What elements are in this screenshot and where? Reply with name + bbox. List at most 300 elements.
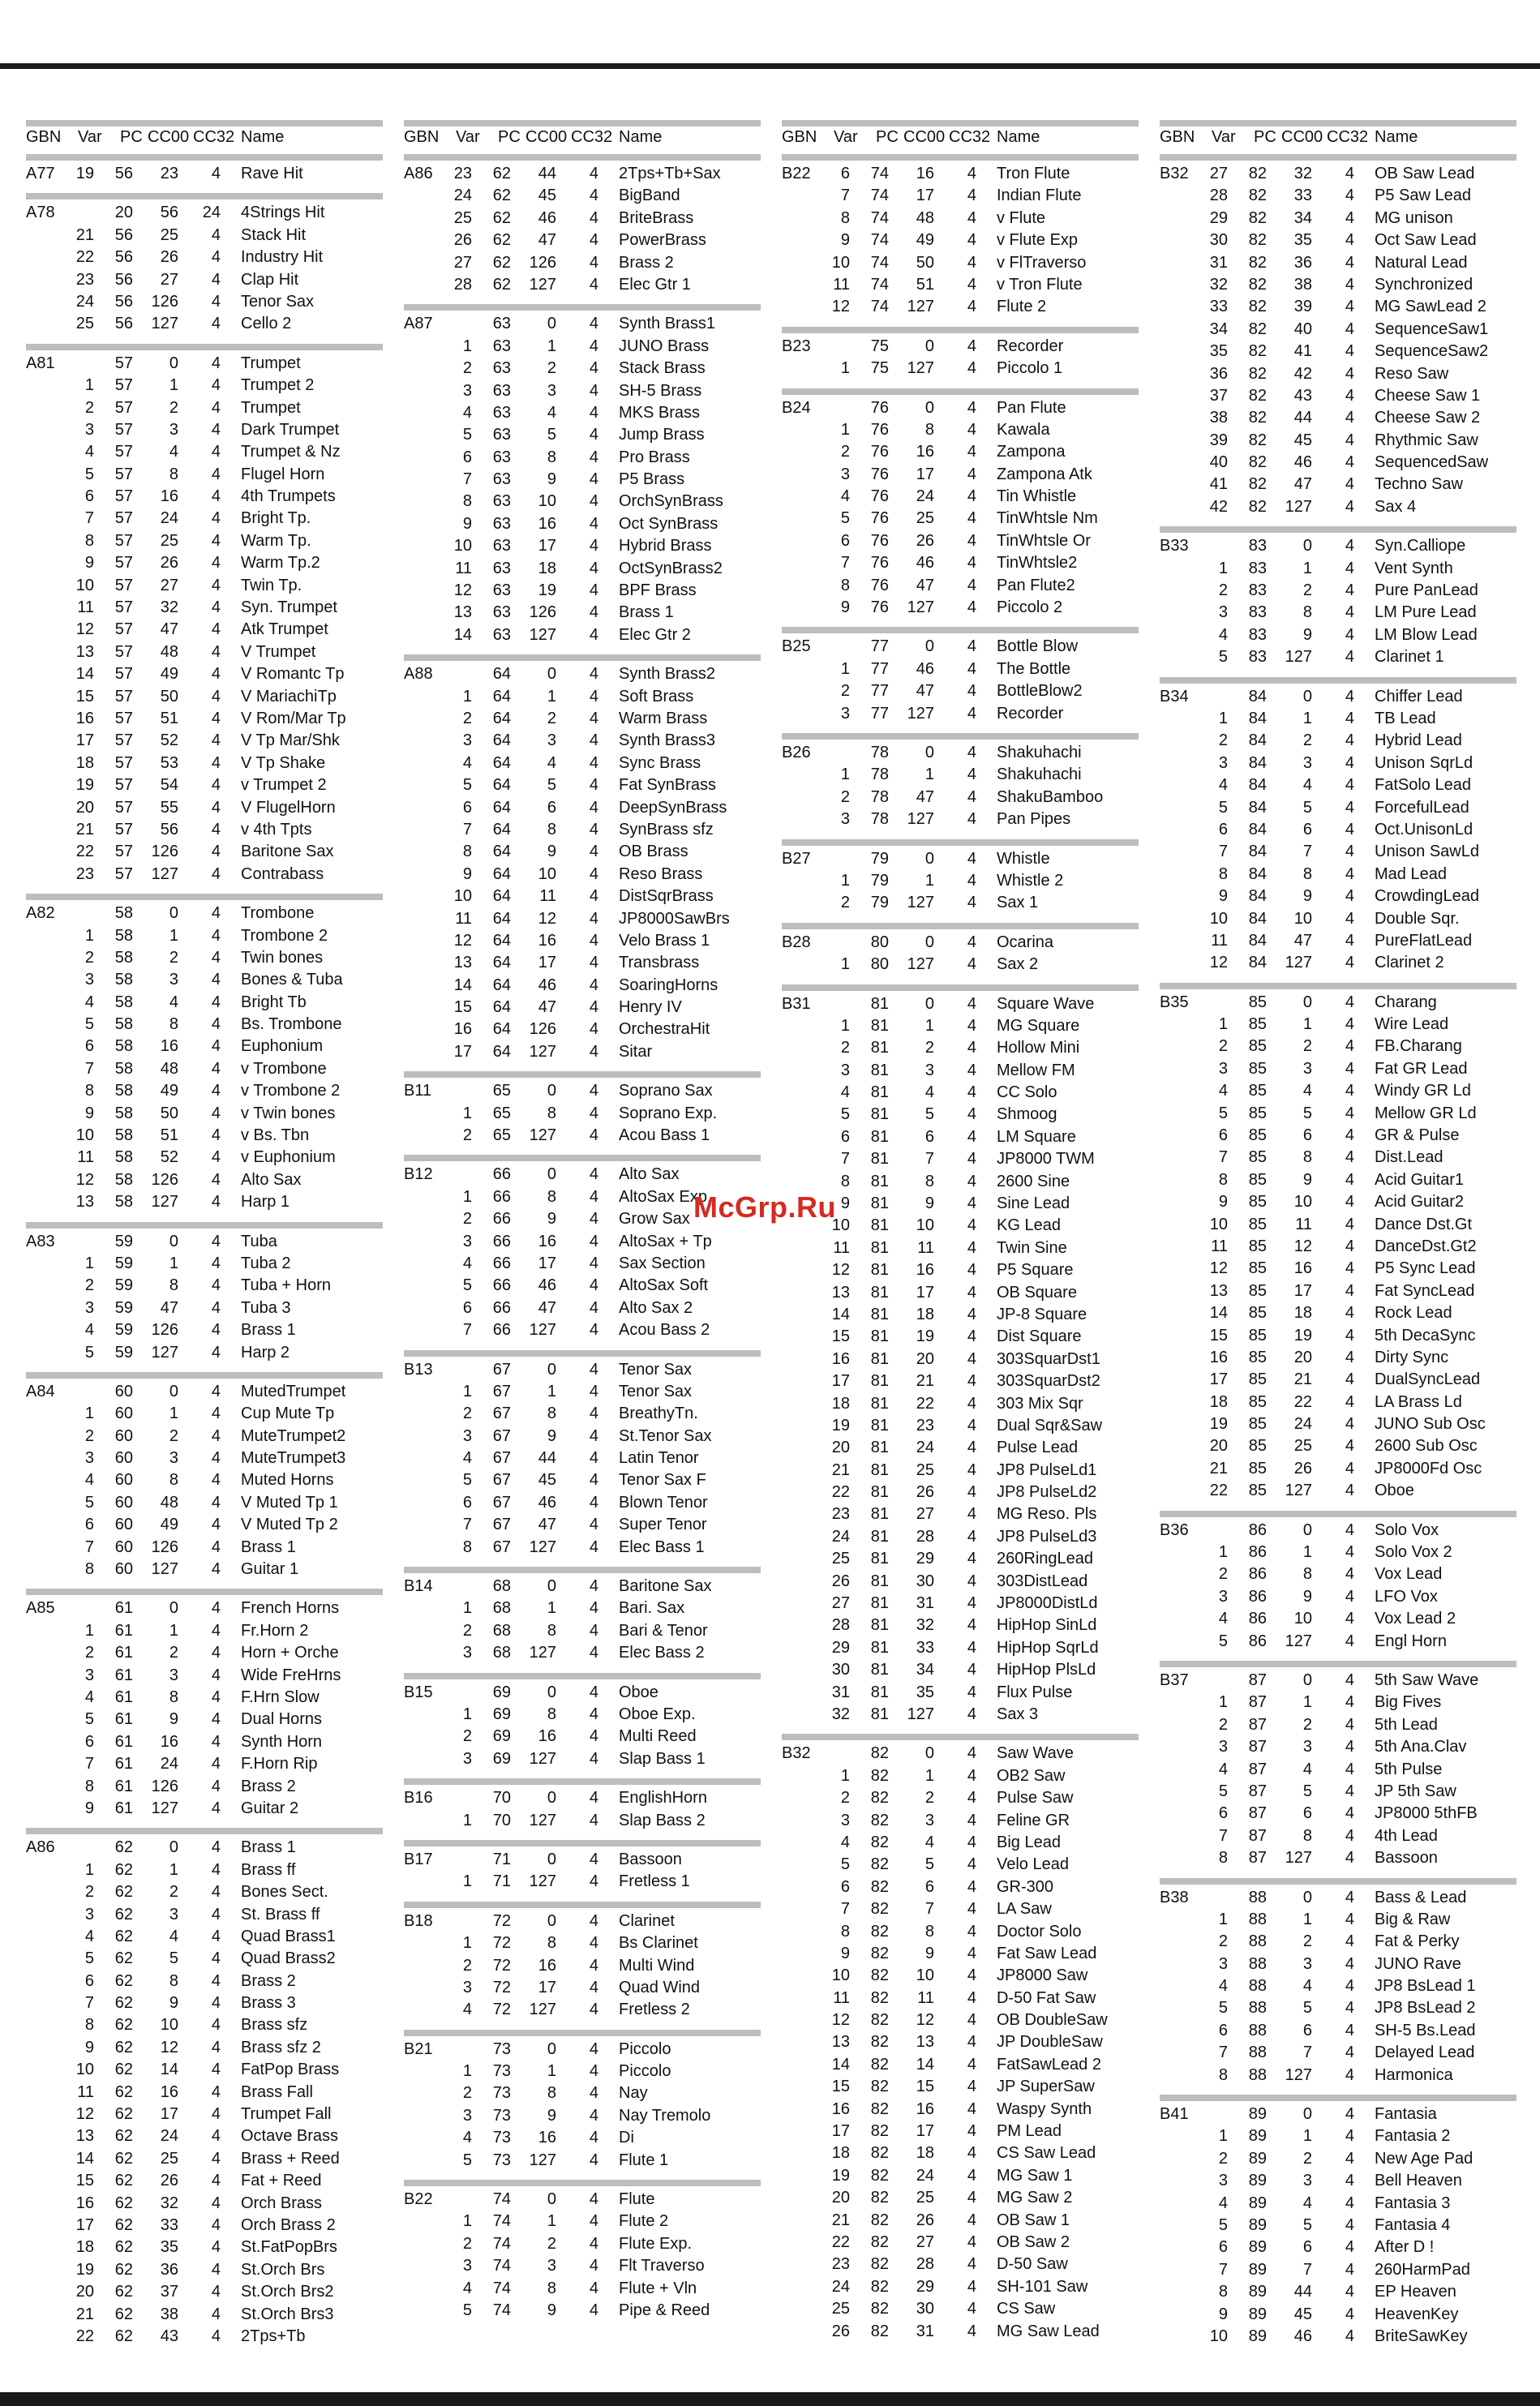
gbn-cell: B17: [404, 1850, 433, 1868]
name-cell: P5 Saw Lead: [1375, 187, 1471, 205]
table-row: [404, 1911, 761, 1932]
bank-group: [26, 1222, 383, 1364]
var-cell: 6: [1218, 820, 1228, 838]
cc32-cell: 4: [589, 2129, 598, 2147]
cc32-cell: 4: [211, 465, 221, 483]
pc-cell: 76: [870, 598, 889, 617]
bank-group: [782, 327, 1139, 380]
cc00-cell: 5: [924, 1855, 934, 1874]
var-cell: 2: [462, 1210, 472, 1229]
name-cell: Bs. Trombone: [241, 1015, 342, 1034]
pc-cell: 62: [114, 1860, 133, 1879]
name-cell: GR & Pulse: [1375, 1126, 1460, 1145]
var-cell: 4: [84, 1927, 94, 1945]
cc32-cell: 4: [1345, 1715, 1354, 1734]
pc-cell: 84: [1248, 887, 1267, 906]
table-row: [404, 1642, 761, 1664]
cc00-cell: 0: [924, 994, 934, 1013]
var-cell: 3: [1218, 1954, 1228, 1973]
cc00-cell: 0: [547, 1165, 556, 1184]
cc00-cell: 15: [916, 2078, 934, 2096]
cc32-cell: 4: [967, 1527, 976, 1546]
bank-group: [404, 1567, 761, 1665]
table-row: [26, 552, 383, 574]
cc32-cell: 4: [211, 2194, 221, 2212]
pc-cell: 78: [870, 787, 889, 806]
cc32-cell: 4: [589, 931, 598, 950]
name-cell: Recorder: [997, 337, 1064, 355]
cc00-cell: 0: [547, 1789, 556, 1808]
pc-cell: 72: [492, 2001, 511, 2019]
var-cell: 4: [462, 1449, 472, 1468]
cc00-cell: 0: [1302, 1888, 1312, 1906]
name-cell: Warm Tp.: [241, 531, 311, 550]
cc00-cell: 0: [169, 354, 178, 372]
cc32-cell: 4: [589, 709, 598, 727]
pc-cell: 64: [492, 887, 511, 906]
cc00-cell: 4: [1302, 776, 1312, 795]
var-cell: 7: [840, 1900, 850, 1919]
name-cell: Waspy Synth: [997, 2099, 1092, 2118]
bank-group: [1160, 526, 1516, 668]
name-cell: JP 5th Saw: [1375, 1782, 1456, 1800]
cc00-cell: 126: [151, 843, 178, 861]
cc32-cell: 4: [589, 1471, 598, 1490]
bank-group: [404, 1778, 761, 1832]
cc00-cell: 127: [151, 315, 178, 333]
table-row: [26, 1036, 383, 1057]
cc00-cell: 1: [547, 2212, 556, 2231]
name-cell: Pan Flute2: [997, 576, 1075, 594]
table-row: [404, 2278, 761, 2300]
name-cell: JP8 PulseLd2: [997, 1483, 1097, 1502]
table-row: [26, 1381, 383, 1403]
pc-cell: 64: [492, 954, 511, 972]
pc-cell: 84: [1248, 843, 1267, 861]
pc-cell: 62: [114, 2149, 133, 2168]
table-row: [782, 1526, 1139, 1548]
pc-cell: 69: [492, 1683, 511, 1701]
pc-cell: 57: [114, 709, 133, 727]
name-cell: 2600 Sine: [997, 1172, 1070, 1190]
table-row: [26, 2125, 383, 2147]
cc32-cell: 4: [211, 1838, 221, 1857]
cc32-cell: 4: [1345, 1804, 1354, 1823]
cc00-cell: 11: [539, 887, 556, 906]
cc32-cell: 4: [1345, 298, 1354, 316]
var-cell: 1: [462, 1599, 472, 1618]
pc-cell: 82: [1248, 231, 1267, 250]
table-row: [404, 535, 761, 557]
name-cell: JP8000SawBrs: [619, 909, 730, 928]
gbn-cell: B32: [782, 1744, 811, 1763]
pc-cell: 62: [114, 1905, 133, 1924]
name-cell: MuteTrumpet3: [241, 1449, 346, 1468]
cc32-cell: 4: [967, 420, 976, 439]
name-cell: BreathyTn.: [619, 1405, 698, 1423]
table-row: [1160, 864, 1516, 886]
pc-cell: 85: [1248, 1193, 1267, 1212]
var-cell: 17: [831, 2122, 850, 2141]
header-cc00: CC00: [148, 128, 190, 146]
table-row: [1160, 274, 1516, 296]
name-cell: Unison SqrLd: [1375, 753, 1474, 772]
gbn-cell: B23: [782, 337, 811, 355]
cc32-cell: 4: [1345, 687, 1354, 706]
name-cell: Fretless 2: [619, 2001, 690, 2019]
name-cell: Atk Trumpet: [241, 620, 328, 639]
name-cell: Grow Sax: [619, 1210, 690, 1229]
name-cell: Dance Dst.Gt: [1375, 1215, 1473, 1233]
name-cell: Shmoog: [997, 1105, 1057, 1124]
bank-group: [26, 1372, 383, 1581]
cc00-cell: 10: [1293, 1193, 1312, 1212]
pc-cell: 81: [870, 1683, 889, 1701]
cc00-cell: 3: [924, 1061, 934, 1079]
var-cell: 4: [462, 753, 472, 772]
pc-cell: 82: [1248, 453, 1267, 472]
cc32-cell: 4: [211, 1710, 221, 1729]
cc00-cell: 127: [529, 1042, 556, 1061]
cc00-cell: 0: [169, 1838, 178, 1857]
table-row: [404, 1103, 761, 1125]
table-row: [782, 1943, 1139, 1965]
name-cell: ForcefulLead: [1375, 798, 1469, 817]
table-row: [26, 2148, 383, 2170]
cc32-cell: 4: [967, 165, 976, 182]
bank-group: [404, 1350, 761, 1559]
cc32-cell: 4: [211, 1382, 221, 1400]
pc-cell: 83: [1248, 625, 1267, 644]
var-cell: 15: [75, 687, 94, 706]
table-row: [782, 2121, 1139, 2142]
cc32-cell: 4: [211, 2105, 221, 2124]
name-cell: Whistle 2: [997, 871, 1064, 890]
pc-cell: 81: [870, 1505, 889, 1524]
cc00-cell: 26: [160, 248, 178, 267]
cc00-cell: 127: [151, 1343, 178, 1362]
pc-cell: 73: [492, 2062, 511, 2081]
header-gbn: GBN: [26, 128, 62, 146]
table-row: [782, 1171, 1139, 1193]
gbn-cell: A88: [404, 665, 433, 684]
cc00-cell: 44: [538, 165, 556, 182]
cc00-cell: 16: [538, 514, 556, 533]
table-row: [404, 208, 761, 229]
var-cell: 3: [462, 1232, 472, 1250]
table-row: [1160, 1670, 1516, 1692]
pc-cell: 81: [870, 1638, 889, 1657]
cc32-cell: 4: [211, 948, 221, 967]
table-row: [782, 2276, 1139, 2298]
gbn-cell: B31: [782, 994, 811, 1013]
name-cell: Dual Sqr&Saw: [997, 1416, 1103, 1435]
pc-cell: 64: [492, 798, 511, 817]
cc00-cell: 1: [169, 926, 178, 945]
bank-group: [404, 654, 761, 1063]
cc00-cell: 0: [1302, 537, 1312, 555]
cc32-cell: 4: [967, 2144, 976, 2163]
cc32-cell: 4: [1345, 1565, 1354, 1584]
var-cell: 3: [462, 1426, 472, 1445]
name-cell: Bass & Lead: [1375, 1888, 1467, 1906]
table-row: [1160, 1803, 1516, 1825]
gbn-cell: B35: [1160, 993, 1189, 1011]
bank-group: [782, 154, 1139, 319]
var-cell: 18: [831, 2144, 850, 2163]
pc-cell: 62: [114, 2194, 133, 2212]
cc00-cell: 0: [1302, 993, 1312, 1011]
pc-cell: 81: [870, 1194, 889, 1213]
cc32-cell: 4: [1345, 603, 1354, 622]
name-cell: St. Brass ff: [241, 1905, 320, 1924]
table-row: [26, 1753, 383, 1775]
cc32-cell: 4: [211, 376, 221, 395]
var-cell: 7: [1218, 1148, 1228, 1167]
table-row: [1160, 2193, 1516, 2215]
name-cell: Brass 1: [241, 1538, 296, 1556]
table-row: [782, 2232, 1139, 2254]
pc-cell: 61: [114, 1599, 133, 1618]
pc-cell: 58: [114, 1170, 133, 1189]
name-cell: Shakuhachi: [997, 743, 1082, 761]
cc00-cell: 2: [1302, 731, 1312, 750]
var-cell: 10: [75, 2061, 94, 2079]
cc00-cell: 48: [160, 1059, 178, 1078]
name-cell: Natural Lead: [1375, 253, 1468, 272]
cc00-cell: 6: [1302, 1804, 1312, 1823]
table-row: [404, 602, 761, 624]
header-cc00: CC00: [1281, 128, 1323, 146]
table-row: [782, 1148, 1139, 1170]
name-cell: SequenceSaw2: [1375, 342, 1489, 361]
name-cell: Trumpet & Nz: [241, 443, 341, 461]
cc00-cell: 55: [160, 798, 178, 817]
pc-cell: 76: [870, 509, 889, 528]
name-cell: V FlugelHorn: [241, 798, 336, 817]
table-row: [1160, 474, 1516, 495]
name-cell: Horn + Orche: [241, 1644, 339, 1662]
name-cell: MutedTrumpet: [241, 1382, 346, 1400]
cc00-cell: 2: [547, 709, 556, 727]
cc32-cell: 4: [589, 1727, 598, 1746]
var-cell: 4: [462, 2001, 472, 2019]
cc32-cell: 4: [211, 554, 221, 573]
table-row: [1160, 1325, 1516, 1347]
pc-cell: 87: [1248, 1782, 1267, 1800]
var-cell: 1: [462, 687, 472, 706]
cc32-cell: 4: [967, 554, 976, 573]
cc32-cell: 4: [967, 955, 976, 974]
var-cell: 17: [453, 1042, 472, 1061]
cc00-cell: 50: [160, 1104, 178, 1122]
pc-cell: 58: [114, 993, 133, 1011]
cc00-cell: 3: [924, 1811, 934, 1829]
cc00-cell: 8: [169, 1688, 178, 1706]
gbn-cell: A85: [26, 1599, 55, 1618]
cc00-cell: 45: [1293, 2305, 1312, 2323]
cc00-cell: 18: [916, 1305, 934, 1323]
table-row: [404, 1253, 761, 1275]
name-cell: Elec Gtr 1: [619, 275, 691, 294]
cc32-cell: 4: [211, 1538, 221, 1556]
cc32-cell: 4: [589, 1382, 598, 1400]
table-row: [404, 513, 761, 535]
pc-cell: 66: [492, 1254, 511, 1272]
cc00-cell: 47: [916, 787, 934, 806]
var-cell: 4: [84, 1688, 94, 1706]
cc00-cell: 17: [916, 1283, 934, 1302]
cc32-cell: 4: [967, 337, 976, 355]
var-cell: 22: [75, 843, 94, 861]
pc-cell: 66: [492, 1298, 511, 1317]
cc32-cell: 4: [1345, 1237, 1354, 1255]
cc32-cell: 4: [967, 1372, 976, 1391]
gbn-cell: A77: [26, 165, 55, 182]
cc32-cell: 4: [1345, 231, 1354, 250]
name-cell: Bones & Tuba: [241, 971, 343, 989]
table-row: [1160, 1036, 1516, 1057]
name-cell: Reso Brass: [619, 864, 703, 883]
cc00-cell: 4: [169, 993, 178, 1011]
cc00-cell: 47: [1293, 931, 1312, 950]
table-row: [1160, 296, 1516, 318]
table-row: [404, 1932, 761, 1954]
name-cell: Oboe: [1375, 1482, 1414, 1500]
cc00-cell: 127: [907, 359, 934, 378]
cc00-cell: 16: [160, 1037, 178, 1056]
cc00-cell: 0: [547, 665, 556, 684]
cc00-cell: 127: [1285, 1849, 1312, 1868]
cc32-cell: 4: [1345, 1126, 1354, 1145]
cc00-cell: 1: [547, 1382, 556, 1400]
table-row: [26, 247, 383, 268]
name-cell: V Tp Mar/Shk: [241, 731, 340, 750]
cc32-cell: 4: [967, 1216, 976, 1235]
cc32-cell: 4: [967, 2255, 976, 2274]
name-cell: Guitar 2: [241, 1799, 299, 1817]
name-cell: Tuba + Horn: [241, 1276, 331, 1295]
cc32-cell: 4: [1345, 581, 1354, 600]
table-row: [1160, 385, 1516, 407]
var-cell: 11: [77, 1148, 94, 1167]
pc-cell: 62: [492, 231, 511, 250]
cc32-cell: 4: [967, 1966, 976, 1985]
pc-cell: 64: [492, 843, 511, 861]
gbn-cell: A86: [404, 165, 433, 182]
name-cell: Stack Brass: [619, 359, 706, 378]
pc-cell: 72: [492, 1956, 511, 1975]
table-row: [26, 969, 383, 991]
var-cell: 23: [831, 2255, 850, 2274]
cc00-cell: 3: [1302, 1738, 1312, 1756]
name-cell: EP Heaven: [1375, 2283, 1456, 2301]
cc00-cell: 3: [1302, 753, 1312, 772]
cc00-cell: 9: [547, 843, 556, 861]
name-cell: 260HarmPad: [1375, 2260, 1470, 2279]
var-cell: 31: [831, 1683, 850, 1701]
cc32-cell: 4: [1345, 2149, 1354, 2168]
table-row: [1160, 1954, 1516, 1975]
cc32-cell: 4: [967, 398, 976, 417]
table-row: [782, 1787, 1139, 1809]
cc00-cell: 1: [547, 337, 556, 355]
cc00-cell: 10: [916, 1216, 934, 1235]
name-cell: Trumpet: [241, 398, 301, 417]
cc00-cell: 32: [160, 598, 178, 617]
pc-cell: 64: [492, 864, 511, 883]
cc32-cell: 4: [589, 1082, 598, 1100]
var-cell: 20: [831, 2189, 850, 2207]
var-cell: 11: [833, 1238, 850, 1257]
name-cell: Piccolo 1: [997, 359, 1063, 378]
pc-cell: 81: [870, 1127, 889, 1146]
cc00-cell: 8: [547, 1705, 556, 1723]
pc-cell: 60: [114, 1382, 133, 1400]
cc00-cell: 44: [1293, 2283, 1312, 2301]
var-cell: 8: [84, 1560, 94, 1579]
cc00-cell: 6: [547, 798, 556, 817]
pc-cell: 79: [870, 871, 889, 890]
var-cell: 10: [831, 1966, 850, 1985]
pc-cell: 81: [870, 1372, 889, 1391]
cc32-cell: 4: [967, 531, 976, 550]
var-cell: 10: [831, 1216, 850, 1235]
name-cell: P5 Brass: [619, 470, 685, 489]
table-row: [1160, 1608, 1516, 1630]
cc32-cell: 4: [967, 1900, 976, 1919]
pc-cell: 72: [492, 1978, 511, 1996]
pc-cell: 89: [1248, 2327, 1267, 2345]
table-row: [404, 491, 761, 513]
name-cell: AltoSax Exp.: [619, 1187, 712, 1206]
pc-cell: 63: [492, 381, 511, 400]
var-cell: 8: [840, 1922, 850, 1941]
cc00-cell: 127: [529, 1644, 556, 1662]
cc32-cell: 4: [211, 1126, 221, 1145]
pc-cell: 81: [870, 1460, 889, 1479]
table-row: [1160, 319, 1516, 341]
table-row: [1160, 1214, 1516, 1236]
cc00-cell: 126: [151, 1321, 178, 1340]
table-row: [1160, 1563, 1516, 1585]
table-row: [26, 774, 383, 796]
cc00-cell: 0: [169, 1382, 178, 1400]
table-row: [1160, 1781, 1516, 1803]
pc-cell: 67: [492, 1493, 511, 1512]
var-cell: 2: [840, 682, 850, 701]
var-cell: 3: [1218, 1738, 1228, 1756]
table-row: [1160, 992, 1516, 1014]
name-cell: Ocarina: [997, 933, 1054, 951]
var-cell: 19: [75, 2260, 94, 2279]
table-row: [26, 2215, 383, 2237]
pc-cell: 87: [1248, 1826, 1267, 1845]
name-cell: 2Tps+Tb: [241, 2327, 306, 2345]
gbn-cell: B28: [782, 933, 811, 951]
table-row: [782, 486, 1139, 508]
var-cell: 1: [84, 926, 94, 945]
table-row: [26, 313, 383, 335]
table-row: [1160, 163, 1516, 185]
table-row: [26, 1297, 383, 1319]
name-cell: Doctor Solo: [997, 1922, 1082, 1941]
table-row: [782, 397, 1139, 419]
gbn-cell: B34: [1160, 687, 1189, 706]
cc00-cell: 9: [547, 470, 556, 489]
cc32-cell: 4: [211, 398, 221, 417]
cc00-cell: 56: [160, 820, 178, 838]
